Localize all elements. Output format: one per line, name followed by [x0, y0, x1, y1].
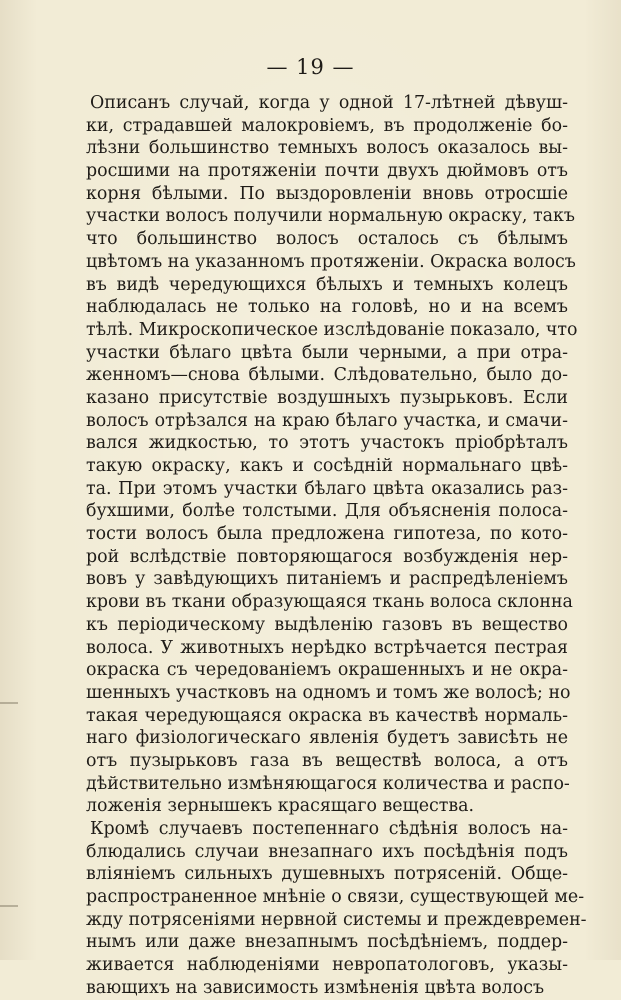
text-line: ложенія зернышекъ красящаго вещества. — [86, 796, 475, 817]
text-line: въ видѣ чередующихся бѣлыхъ и темныхъ колецъ — [86, 274, 568, 295]
text-line: вліяніемъ сильныхъ душевныхъ потрясеній. Обще- — [86, 864, 568, 885]
text-line: тости волосъ была предложена гипотеза, по кото- — [86, 524, 568, 545]
text-line: волосъ отрѣзался на краю бѣлаго участка, и смачи- — [86, 410, 568, 431]
text-line: блюдались случаи внезапнаго ихъ посѣдѣнія подъ — [86, 841, 568, 862]
text-line: Кромѣ случаевъ постепеннаго сѣдѣнія волосъ на- — [90, 819, 568, 839]
text-line: вовъ у завѣдующихъ питаніемъ и распредѣленіемъ — [86, 569, 568, 590]
text-line: распространенное мнѣніе о связи, существующей ме- — [86, 887, 585, 908]
text-line: окраска съ чередованіемъ окрашенныхъ и не окра- — [86, 660, 568, 681]
text-line: живается наблюденіями невропатологовъ, указы- — [86, 955, 568, 976]
body-text — [86, 92, 587, 1000]
text-line: рой вслѣдствіе повторяющагося возбужденія нер- — [86, 546, 568, 567]
text-line: жду потрясеніями нервной системы и преждевремен- — [86, 909, 587, 930]
margin-mark — [0, 905, 18, 907]
text-line: та. При этомъ участки бѣлаго цвѣта оказались раз- — [86, 478, 568, 499]
text-line: что большинство волосъ осталось съ бѣлымъ — [86, 229, 568, 250]
page-number: — 19 — — [266, 55, 355, 79]
text-line: вался жидкостью, то этотъ участокъ пріобрѣталъ — [86, 433, 568, 454]
text-line: такая чередующаяся окраска въ качествѣ нормаль- — [86, 705, 568, 726]
text-line: крови въ ткани образующаяся ткань волоса склонна — [86, 592, 573, 613]
text-line: ки, страдавшей малокровіемъ, въ продолженіе бо- — [86, 115, 568, 136]
paragraph-2 — [86, 818, 587, 1000]
text-line: участки бѣлаго цвѣта были черными, а при отра- — [86, 342, 568, 363]
text-line: отъ пузырьковъ газа въ веществѣ волоса, а отъ — [86, 750, 568, 771]
text-line: Описанъ случай, когда у одной 17-лѣтней дѣвуш- — [90, 93, 568, 113]
text-line: наблюдалась не только на головѣ, но и на всемъ — [86, 297, 568, 318]
text-line: участки волосъ получили нормальную окраску, такъ — [86, 206, 575, 227]
text-line: наго физіологическаго явленія будетъ зависѣть не — [86, 728, 568, 749]
text-line: шенныхъ участковъ на одномъ и томъ же волосѣ; но — [86, 682, 571, 703]
margin-mark — [0, 702, 18, 704]
text-line: волоса. У животныхъ нерѣдко встрѣчается пестрая — [86, 637, 568, 658]
text-line: нымъ или даже внезапнымъ посѣдѣніемъ, поддер- — [86, 932, 568, 953]
text-line: казано присутствіе воздушныхъ пузырьковъ. Если — [86, 387, 568, 408]
text-line: такую окраску, какъ и сосѣдній нормальнаго цвѣ- — [86, 456, 568, 476]
text-line: тѣлѣ. Микроскопическое изслѣдованіе показало, что — [86, 319, 578, 340]
text-line: къ періодическому выдѣленію газовъ въ вещество — [86, 614, 568, 635]
text-line: бухшими, болѣе толстыми. Для объясненія полоса- — [86, 501, 568, 522]
text-line: корня бѣлыми. По выздоровленіи вновь отросшіе — [86, 183, 568, 204]
text-line: женномъ—снова бѣлыми. Слѣдовательно, было до- — [86, 365, 568, 386]
text-line: росшими на протяженіи почти двухъ дюймовъ отъ — [86, 161, 568, 182]
text-line: вающихъ на зависимость измѣненія цвѣта волосъ — [86, 977, 545, 998]
text-line: цвѣтомъ на указанномъ протяженіи. Окраска волосъ — [86, 251, 576, 272]
text-line: дѣйствительно измѣняющагося количества и распо- — [86, 773, 570, 794]
paragraph-1 — [86, 92, 578, 818]
text-line: лѣзни большинство темныхъ волосъ оказалось вы- — [86, 138, 568, 159]
